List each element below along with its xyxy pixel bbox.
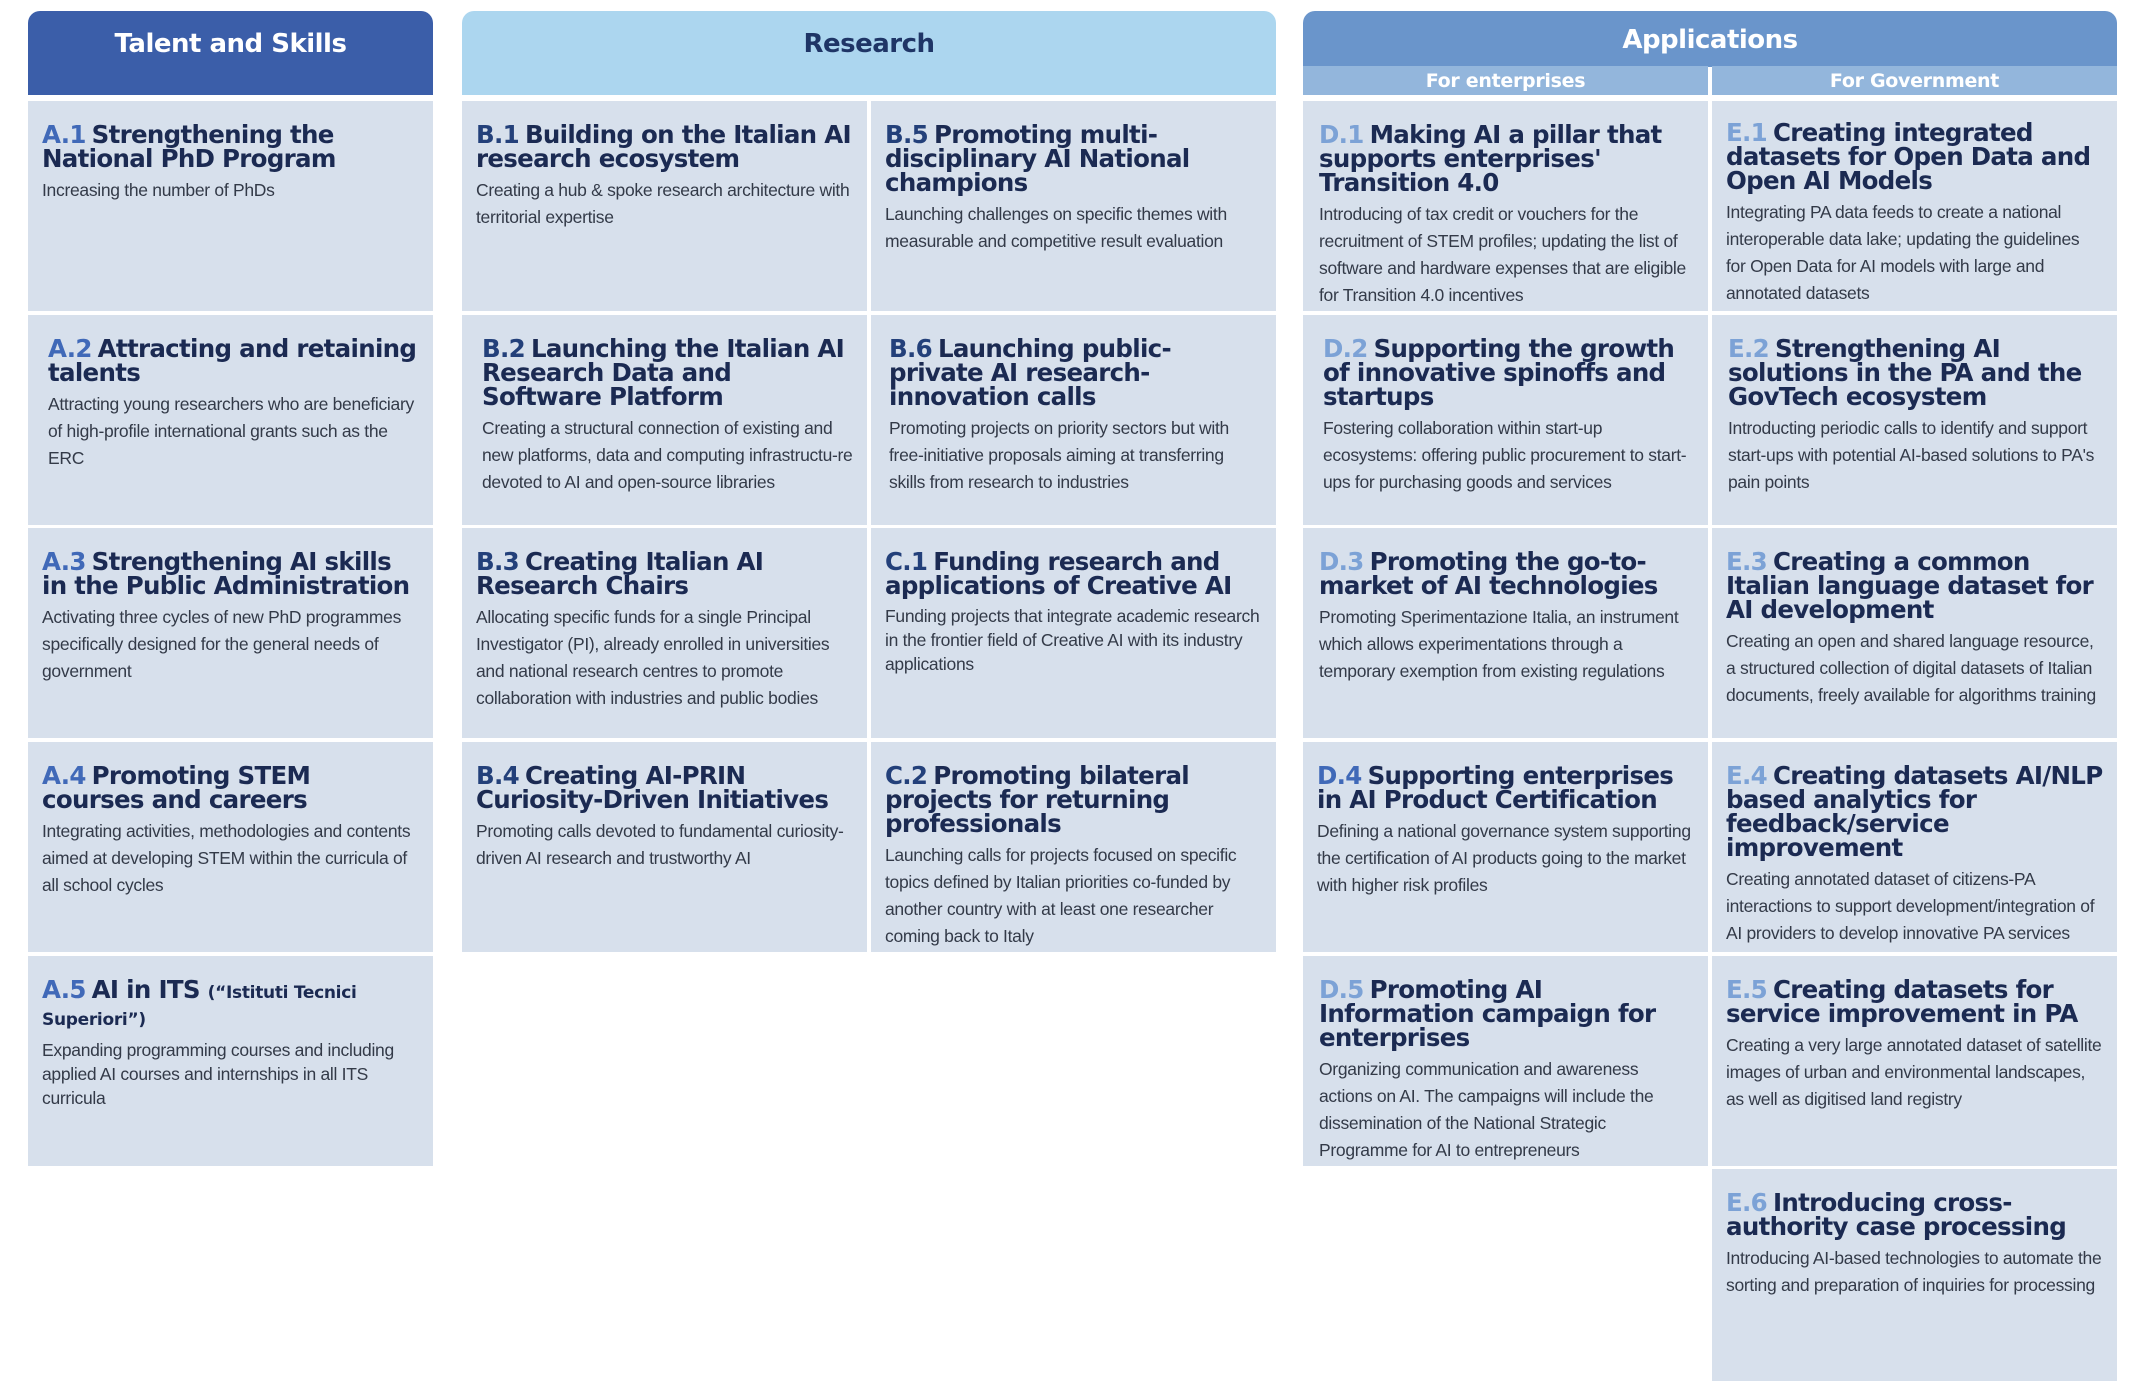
card-title-text: Strengthening the National PhD Program (42, 120, 336, 173)
card-title (885, 547, 1262, 600)
card-b4 (462, 742, 867, 952)
card-c2 (871, 742, 1276, 952)
card-id: B.5 (885, 120, 928, 149)
card-id: C.2 (885, 761, 928, 790)
card-title-text: Building on the Italian AI research ecosystem (476, 120, 851, 173)
card-id: A.5 (42, 975, 86, 1004)
card-id: C.1 (885, 547, 928, 576)
card-description: Organizing communication and awareness actions on AI. The campaigns will include the dissemination of the National Strategic Programme for AI to entrepreneurs (1319, 1059, 1654, 1160)
card-description: Increasing the number of PhDs (42, 180, 275, 200)
card-title (885, 120, 1262, 197)
card-a2 (28, 315, 433, 525)
card-title-text: Creating datasets AI/NLP based analytics for feedback/service improvement (1726, 761, 2103, 862)
card-description: Funding projects that integrate academic research in the frontier field of Creative AI with its industry applications (885, 606, 1260, 674)
card-id: D.1 (1319, 120, 1364, 149)
card-title-text: Funding research and applications of Creative AI (885, 547, 1232, 600)
applications-header: Applications (1303, 11, 2117, 67)
card-id: E.2 (1728, 334, 1769, 363)
card-description: Creating annotated dataset of citizens-PA interactions to support development/integration of AI providers to develop innovative PA services (1726, 869, 2095, 943)
card-id: B.4 (476, 761, 519, 790)
card-title (1319, 547, 1694, 600)
card-title-text: Promoting multi-disciplinary AI National champions (885, 120, 1190, 197)
card-title-text: Creating integrated datasets for Open Data and Open AI Models (1726, 118, 2091, 195)
card-id: E.1 (1726, 118, 1767, 147)
card-b1 (462, 101, 867, 311)
card-title (1726, 1188, 2103, 1241)
research-header: Research (462, 11, 1276, 95)
card-title (42, 975, 419, 1032)
card-d2 (1303, 315, 1708, 525)
card-title-text: Creating AI-PRIN Curiosity-Driven Initiatives (476, 761, 829, 814)
card-title (48, 334, 419, 387)
card-d4 (1303, 742, 1708, 952)
card-description: Activating three cycles of new PhD programmes specifically designed for the general needs of government (42, 607, 402, 681)
card-title (885, 761, 1262, 838)
card-e4 (1712, 742, 2117, 952)
card-id: D.2 (1323, 334, 1368, 363)
card-title (1726, 118, 2103, 195)
card-title (476, 120, 853, 173)
card-id: B.1 (476, 120, 519, 149)
card-title (42, 547, 419, 600)
card-description: Creating a hub & spoke research architecture with territorial expertise (476, 180, 850, 227)
card-title-text: Promoting the go-to-market of AI technologies (1319, 547, 1658, 600)
card-id: A.3 (42, 547, 86, 576)
card-title-text: Making AI a pillar that supports enterprises' Transition 4.0 (1319, 120, 1662, 197)
card-id: E.5 (1726, 975, 1767, 1004)
card-title-text: Strengthening AI solutions in the PA and the GovTech ecosystem (1728, 334, 2082, 411)
card-description: Launching challenges on specific themes with measurable and competitive result evaluation (885, 204, 1227, 251)
card-title (1317, 761, 1694, 814)
card-title-text: Creating a common Italian language dataset for AI development (1726, 547, 2093, 624)
card-title-text: Supporting enterprises in AI Product Certification (1317, 761, 1674, 814)
card-description: Creating an open and shared language resource, a structured collection of digital datasets of Italian documents, freely available for algorithms training (1726, 631, 2096, 705)
card-title-note: (“Istituti Tecnici Superiori”) (42, 983, 357, 1030)
card-description: Introducing AI-based technologies to automate the sorting and preparation of inquiries for processing (1726, 1248, 2102, 1295)
card-id: D.5 (1319, 975, 1364, 1004)
card-id: A.4 (42, 761, 86, 790)
card-id: E.3 (1726, 547, 1767, 576)
card-description: Expanding programming courses and including applied AI courses and internships in all ITS curricula (42, 1040, 394, 1108)
card-title (42, 120, 419, 173)
for-enterprises-subheader: For enterprises (1303, 66, 1708, 95)
card-description: Promoting calls devoted to fundamental curiosity-driven AI research and trustworthy AI (476, 821, 844, 868)
card-c1 (871, 528, 1276, 738)
card-b5 (871, 101, 1276, 311)
card-title (1323, 334, 1694, 411)
card-description: Promoting Sperimentazione Italia, an instrument which allows experimentations through a temporary exemption from existing regulations (1319, 607, 1679, 681)
card-description: Promoting projects on priority sectors but with free-initiative proposals aiming at transferring skills from research to industries (889, 418, 1229, 492)
card-description: Defining a national governance system supporting the certification of AI products going to the market with higher risk profiles (1317, 821, 1691, 895)
card-e2 (1712, 315, 2117, 525)
card-title (1728, 334, 2103, 411)
card-title-text: Strengthening AI skills in the Public Administration (42, 547, 410, 600)
card-a1 (28, 101, 433, 311)
card-title (1319, 120, 1694, 197)
card-title (42, 761, 419, 814)
card-e6 (1712, 1169, 2117, 1381)
card-id: B.2 (482, 334, 525, 363)
card-description: Allocating specific funds for a single Principal Investigator (PI), already enrolled in universities and national research centres to promote collaboration with industries and public bodies (476, 607, 830, 708)
card-description: Creating a very large annotated dataset of satellite images of urban and environmental landscapes, as well as digitised land registry (1726, 1035, 2102, 1109)
card-a5 (28, 956, 433, 1166)
card-title (889, 334, 1262, 411)
card-title-text: Supporting the growth of innovative spinoffs and startups (1323, 334, 1675, 411)
card-title-text: Promoting bilateral projects for returning professionals (885, 761, 1190, 838)
card-description: Integrating activities, methodologies and contents aimed at developing STEM within the curricula of all school cycles (42, 821, 411, 895)
card-title (476, 547, 853, 600)
card-title-text: Promoting STEM courses and careers (42, 761, 311, 814)
card-title-text: Attracting and retaining talents (48, 334, 417, 387)
card-title (476, 761, 853, 814)
card-title-text: Creating datasets for service improvement in PA (1726, 975, 2078, 1028)
card-id: E.6 (1726, 1188, 1767, 1217)
card-d5 (1303, 956, 1708, 1166)
card-b3 (462, 528, 867, 738)
talent-skills-header: Talent and Skills (28, 11, 433, 95)
card-e3 (1712, 528, 2117, 738)
card-e5 (1712, 956, 2117, 1166)
card-description: Integrating PA data feeds to create a national interoperable data lake; updating the guidelines for Open Data for AI models with large and annotated datasets (1726, 202, 2080, 303)
card-title (1319, 975, 1694, 1052)
card-title-text: Creating Italian AI Research Chairs (476, 547, 764, 600)
card-title-text: Promoting AI Information campaign for enterprises (1319, 975, 1656, 1052)
card-id: B.3 (476, 547, 519, 576)
card-description: Attracting young researchers who are beneficiary of high-profile international grants such as the ERC (48, 394, 414, 468)
card-title (482, 334, 853, 411)
card-d1 (1303, 101, 1708, 311)
card-description: Creating a structural connection of existing and new platforms, data and computing infrastructu-re devoted to AI and open-source libraries (482, 418, 853, 492)
card-a3 (28, 528, 433, 738)
card-title-text: Launching public-private AI research-innovation calls (889, 334, 1171, 411)
card-title-text: Introducing cross-authority case processing (1726, 1188, 2067, 1241)
card-id: A.1 (42, 120, 86, 149)
card-id: D.3 (1319, 547, 1364, 576)
card-title-text: AI in ITS (91, 975, 200, 1004)
card-description: Introducing of tax credit or vouchers for the recruitment of STEM profiles; updating the list of software and hardware expenses that are eligible for Transition 4.0 incentives (1319, 204, 1686, 305)
card-title-text: Launching the Italian AI Research Data and Software Platform (482, 334, 845, 411)
card-id: A.2 (48, 334, 92, 363)
card-description: Introducting periodic calls to identify and support start-ups with potential AI-based solutions to PA's pain points (1728, 418, 2095, 492)
for-government-subheader: For Government (1712, 66, 2117, 95)
card-description: Launching calls for projects focused on specific topics defined by Italian priorities co-funded by another country with at least one researcher coming back to Italy (885, 845, 1237, 946)
card-b2 (462, 315, 867, 525)
card-b6 (871, 315, 1276, 525)
card-title (1726, 761, 2103, 862)
card-d3 (1303, 528, 1708, 738)
card-title (1726, 547, 2103, 624)
card-title (1726, 975, 2103, 1028)
card-id: E.4 (1726, 761, 1767, 790)
card-a4 (28, 742, 433, 952)
card-id: D.4 (1317, 761, 1362, 790)
card-description: Fostering collaboration within start-up ecosystems: offering public procurement to start-ups for purchasing goods and services (1323, 418, 1687, 492)
card-e1 (1712, 101, 2117, 311)
card-id: B.6 (889, 334, 932, 363)
